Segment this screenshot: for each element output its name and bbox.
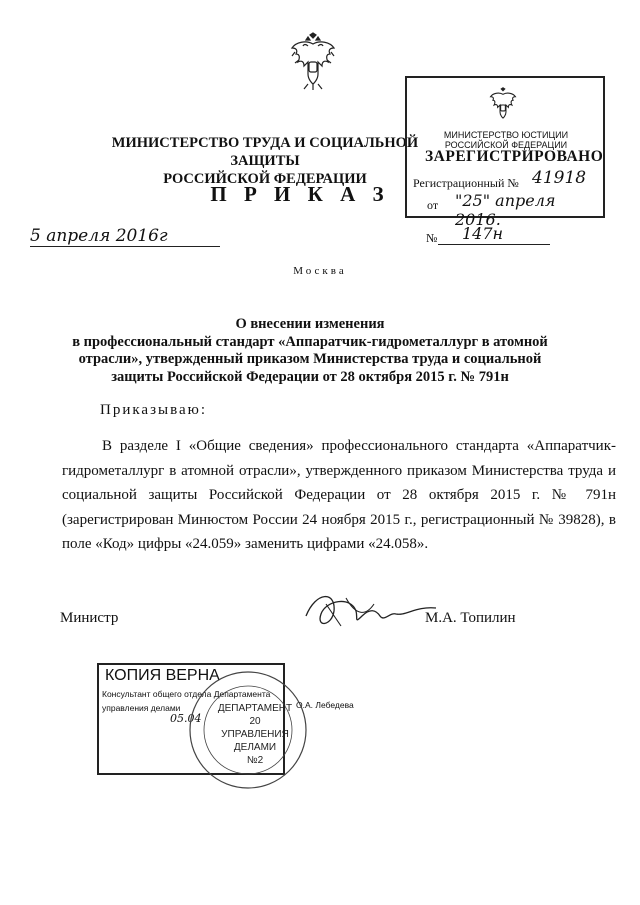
copy-stamp-position: Консультант общего отдела Департамента — [102, 689, 271, 699]
stamp-department: МИНИСТЕРСТВО ЮСТИЦИИ РОССИЙСКОЙ ФЕДЕРАЦИИ — [443, 130, 569, 150]
seal-center-text — [200, 702, 310, 767]
signer-position: Министр — [60, 610, 119, 626]
order-date-handwritten: 5 апреля 2016г — [30, 226, 168, 246]
stamp-emblem-icon — [487, 86, 519, 124]
handwritten-signature — [296, 586, 446, 636]
seal-text-line-2: УПРАВЛЕНИЯ — [221, 729, 289, 740]
stamp-date-label: от — [427, 198, 439, 212]
copy-stamp-title: КОПИЯ ВЕРНА — [105, 667, 220, 684]
stamp-number-label: Регистрационный № — [413, 176, 519, 190]
seal-text-line-1: ДЕПАРТАМЕНТ — [217, 703, 293, 714]
order-word: Приказываю: — [100, 402, 207, 418]
document-type: П Р И К А З — [210, 182, 390, 206]
russian-coat-of-arms-emblem — [286, 32, 340, 92]
registration-stamp — [405, 76, 605, 229]
seal-text-line-4: №2 — [246, 755, 264, 766]
order-title-line-1: О внесении изменения — [235, 316, 385, 332]
seal-text-line-3: ДЕЛАМИ — [233, 742, 277, 753]
copy-stamp-date-handwritten: 05.04 — [170, 712, 202, 725]
order-body-paragraph: В разделе I «Общие сведения» профессионального стандарта «Аппаратчик-гидрометаллург в атомной отрасли», утвержденного приказом Министерства труда и социальной защиты Российской Федерации от 28 октября 2015 г. № 791н (зарегистрирован Минюстом России 24 ноября 2015 г., регистрационный № 39828), в поле «Код» цифры «24.059» заменить цифрами «24.058». — [62, 438, 616, 552]
ministry-heading — [100, 134, 430, 188]
copy-stamp-name: О.А. Лебедева — [296, 700, 354, 710]
order-number-handwritten: 147н — [462, 224, 504, 243]
signer-name: М.А. Топилин — [425, 610, 516, 626]
copy-stamp-department: управления делами — [102, 703, 181, 713]
stamp-date-handwritten: "25" апреля 2016. — [455, 191, 556, 229]
number-underline — [438, 244, 550, 245]
ministry-line-2: РОССИЙСКОЙ ФЕДЕРАЦИИ — [163, 171, 367, 187]
order-title-line-2: в профессиональный стандарт «Аппаратчик-гидрометаллург в атомной отрасли», утвержденный приказом Министерства труда и социальной защиты Российской Федерации от 28 октября 2015 г. № 791н — [72, 333, 548, 385]
city-name: Москва — [293, 265, 347, 277]
date-underline — [30, 246, 220, 247]
order-number-label: № — [426, 231, 438, 245]
ministry-line-1: МИНИСТЕРСТВО ТРУДА И СОЦИАЛЬНОЙ ЗАЩИТЫ — [111, 135, 419, 169]
stamp-title: ЗАРЕГИСТРИРОВАНО — [425, 148, 604, 165]
stamp-number-handwritten: 41918 — [532, 168, 587, 188]
order-title — [70, 316, 550, 386]
seal-year: 20 — [249, 716, 261, 727]
